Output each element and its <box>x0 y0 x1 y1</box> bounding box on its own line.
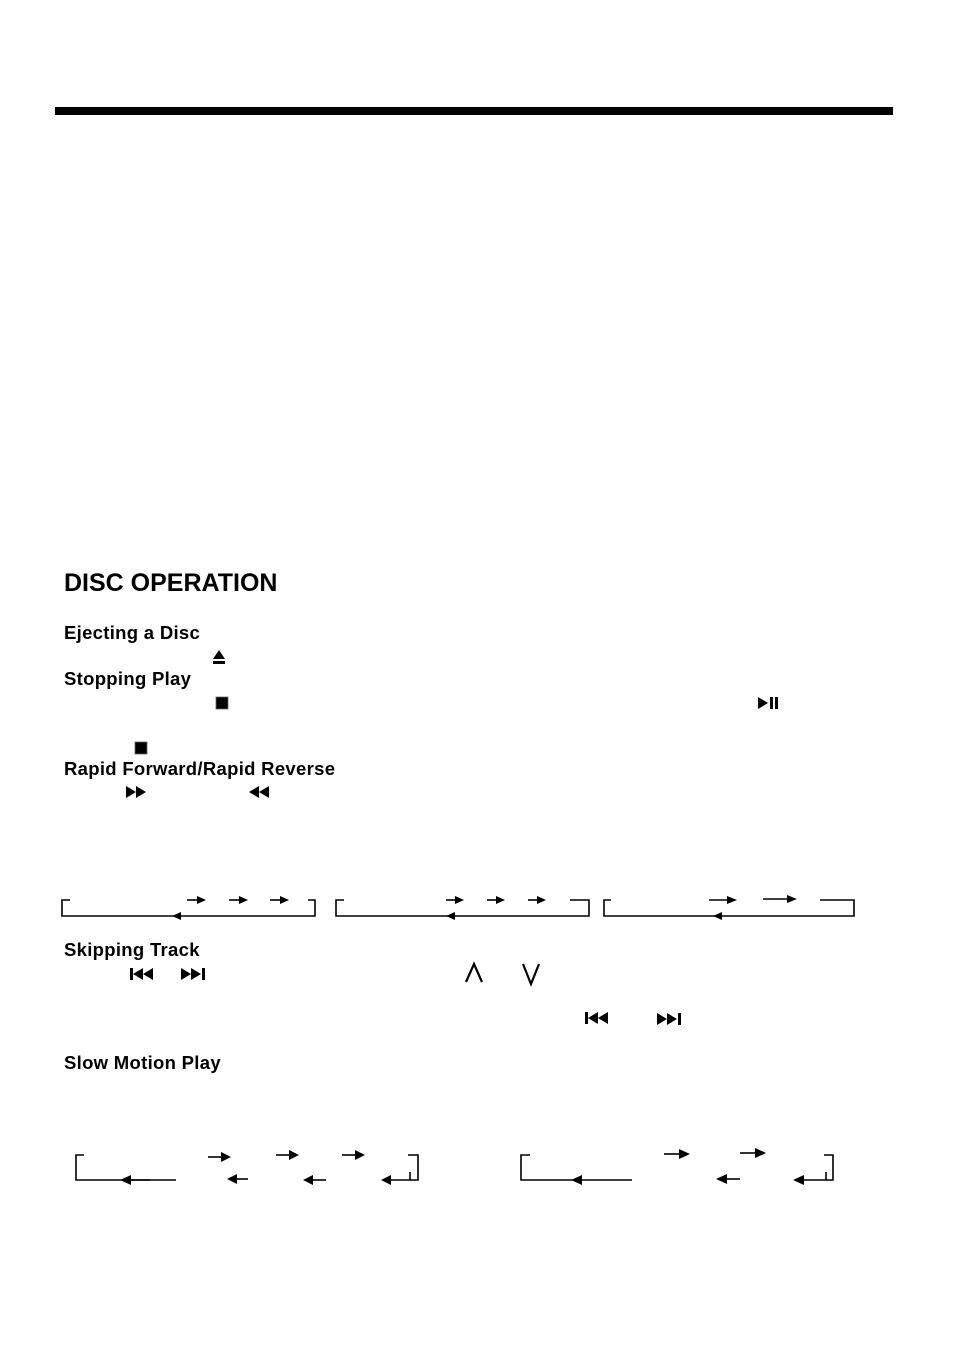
slow-motion-cycle-2 <box>521 1153 833 1180</box>
heading-rapid-forward-reverse: Rapid Forward/Rapid Reverse <box>64 758 336 779</box>
heading-slow-motion-play: Slow Motion Play <box>64 1052 221 1073</box>
heading-stopping-play: Stopping Play <box>64 668 192 689</box>
page-title: DISC OPERATION <box>64 569 278 597</box>
heading-skipping-track: Skipping Track <box>64 939 200 960</box>
rapid-speed-cycle-2 <box>336 900 589 916</box>
heading-ejecting-disc: Ejecting a Disc <box>64 622 201 643</box>
rapid-speed-cycle-1 <box>62 900 315 916</box>
slow-motion-cycle-1 <box>76 1155 418 1180</box>
